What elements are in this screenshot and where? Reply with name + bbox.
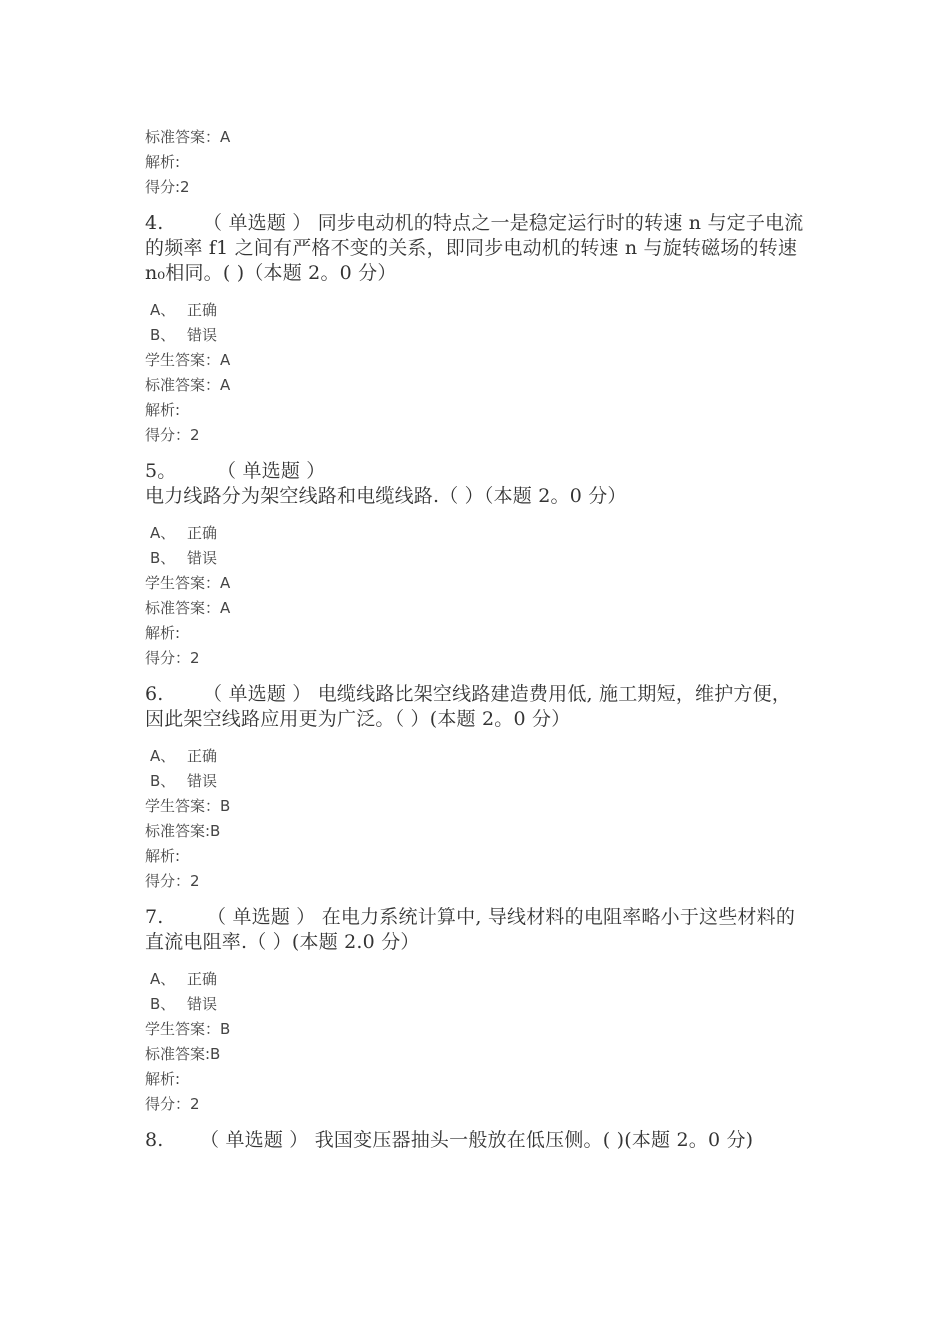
question-number: 7. <box>145 906 164 928</box>
option-letter: A、 <box>150 524 176 542</box>
student-answer: 学生答案：B <box>145 797 231 815</box>
score: 得分：2 <box>145 1095 200 1113</box>
option-text: 正确 <box>187 970 218 988</box>
score: 得分：2 <box>145 872 200 890</box>
option-text: 错误 <box>187 772 218 790</box>
option-letter: A、 <box>150 301 176 319</box>
standard-answer: 标准答案：A <box>145 376 231 394</box>
analysis-label: 解析: <box>145 624 181 642</box>
option-letter: A、 <box>150 970 176 988</box>
option-a[interactable] <box>150 747 217 765</box>
question-text: 在电力系统计算中, 导线材料的电阻率略小于这些材料的直流电阻率.（ ）(本题 2.0 分） <box>145 906 796 953</box>
option-letter: A、 <box>150 747 176 765</box>
option-text: 错误 <box>187 995 218 1013</box>
option-letter: B、 <box>150 772 176 790</box>
option-letter: B、 <box>150 549 176 567</box>
question-type: （ 单选题 ） <box>217 460 326 482</box>
option-b[interactable] <box>150 995 217 1013</box>
question-number: 5。 <box>145 460 177 482</box>
option-text: 正确 <box>187 747 218 765</box>
question-8 <box>145 1128 810 1153</box>
standard-answer: 标准答案：A <box>145 599 231 617</box>
standard-answer: 标准答案：A <box>145 128 231 146</box>
option-text: 错误 <box>187 326 218 344</box>
option-a[interactable] <box>150 970 217 988</box>
question-number: 8. <box>145 1129 164 1151</box>
option-b[interactable] <box>150 549 217 567</box>
option-a[interactable] <box>150 524 217 542</box>
question-type: （ 单选题 ） <box>200 1129 309 1151</box>
question-text: 同步电动机的特点之一是稳定运行时的转速 n 与定子电流的频率 f1 之间有严格不变的关系，即同步电动机的转速 n 与旋转磁场的转速 n₀相同。( )（本题 2。0 分） <box>145 212 804 284</box>
question-type: （ 单选题 ） <box>203 683 312 705</box>
question-type: （ 单选题 ） <box>203 212 312 234</box>
score: 得分：2 <box>145 649 200 667</box>
question-4 <box>145 211 810 286</box>
question-type: （ 单选题 ） <box>207 906 316 928</box>
question-7 <box>145 905 810 955</box>
analysis-label: 解析: <box>145 401 181 419</box>
option-a[interactable] <box>150 301 217 319</box>
student-answer: 学生答案：B <box>145 1020 231 1038</box>
question-text: 我国变压器抽头一般放在低压侧。( )(本题 2。0 分) <box>314 1129 754 1151</box>
score: 得分:2 <box>145 178 190 196</box>
option-b[interactable] <box>150 326 217 344</box>
analysis-label: 解析: <box>145 153 181 171</box>
question-text: 电力线路分为架空线路和电缆线路.（ ）（本题 2。0 分） <box>145 485 627 507</box>
question-6 <box>145 682 810 732</box>
option-letter: B、 <box>150 326 176 344</box>
standard-answer: 标准答案:B <box>145 822 221 840</box>
score: 得分：2 <box>145 426 200 444</box>
student-answer: 学生答案：A <box>145 351 231 369</box>
option-letter: B、 <box>150 995 176 1013</box>
question-text: 电缆线路比架空线路建造费用低, 施工期短，维护方便，因此架空线路应用更为广泛。（ ）(本题 2。0 分） <box>145 683 792 730</box>
analysis-label: 解析: <box>145 847 181 865</box>
question-5 <box>145 459 810 509</box>
option-text: 错误 <box>187 549 218 567</box>
option-b[interactable] <box>150 772 217 790</box>
student-answer: 学生答案：A <box>145 574 231 592</box>
question-number: 6. <box>145 683 164 705</box>
question-number: 4. <box>145 212 164 234</box>
option-text: 正确 <box>187 301 218 319</box>
analysis-label: 解析: <box>145 1070 181 1088</box>
option-text: 正确 <box>187 524 218 542</box>
standard-answer: 标准答案:B <box>145 1045 221 1063</box>
